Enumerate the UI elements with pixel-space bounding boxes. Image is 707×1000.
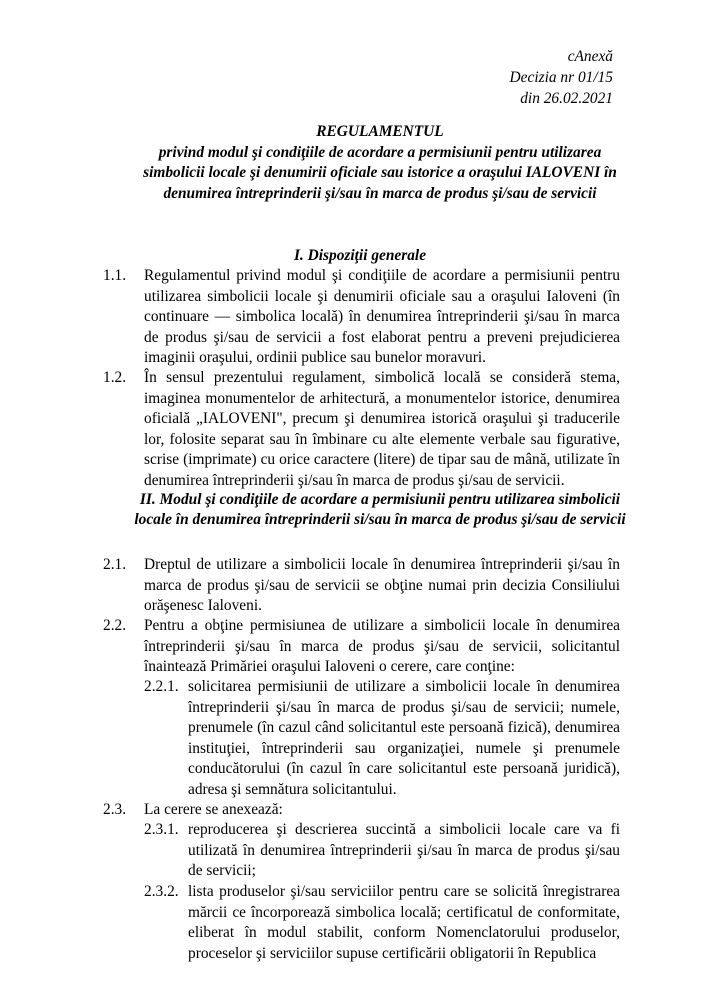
subitem-number: 2.3.1. xyxy=(144,821,179,838)
subitem-text: lista produselor şi/sau serviciilor pentru care se solicită înregistrarea mărcii ce încorporează simbolica locală; certificatul de conformitate, eliberat în modul stabilit, conform Nomenclatorului produselor, proceselor şi serviciilor supuse certificării obligatorii în Republica xyxy=(188,883,620,962)
item-number: 2.1. xyxy=(103,556,127,573)
title-subtitle: privind modul şi condiţiile de acordare a permisiunii pentru utilizarea simbolicii locale şi denumirii oficiale sau istorice a oraşului IALOVENI în denumirea întreprinderii şi/sau în marca de produs şi/sau de servicii xyxy=(143,143,617,202)
item-text: În sensul prezentului regulament, simbolică locală se consideră stema, imaginea monumentelor de arhitectură, a monumentelor istorice, denumirea oficială „IALOVENI", precum şi denumirea istorică oraşului şi traducerile lor, folosite separat sau în îmbinare cu alte elemente verbale sau figurative, scrise (imprimate) cu orice caractere (litere) de tipar sau de mână, utilizate în denumirea întreprinderii şi/sau în marca de produs şi/sau de servicii. xyxy=(144,369,620,489)
decision-date: din 26.02.2021 xyxy=(520,90,613,107)
item-number: 2.2. xyxy=(103,617,127,634)
annex-label: cAnexă xyxy=(567,48,613,65)
subitem-number: 2.3.2. xyxy=(144,883,179,900)
section-1-heading: I. Dispoziţii generale xyxy=(293,247,427,264)
item-number: 1.1. xyxy=(103,267,127,284)
item-text: Dreptul de utilizare a simbolicii locale în denumirea întreprinderii şi/sau în marca de produs şi/sau de servicii se obţine numai prin decizia Consiliului orăşenesc Ialoveni. xyxy=(144,556,620,614)
item-text: Regulamentul privind modul şi condiţiile de acordare a permisiunii pentru utilizarea simbolicii locale şi denumirii oficiale sau a oraşului Ialoveni (în continuare — simbolica locală) în denumirea întreprinderii şi/sau în marca de produs şi/sau de servicii a fost elaborat pentru a preveni prejudicierea imaginii oraşului, ordinii publice sau bunelor moravuri. xyxy=(144,267,620,366)
title-heading: REGULAMENTUL xyxy=(316,123,444,140)
item-text: La cerere se anexează: xyxy=(144,801,283,818)
section-2-heading: II. Modul şi condiţiile de acordare a permisiunii pentru utilizarea simbolicii locale în denumirea întreprinderii si/sau în marca de produs şi/sau de servicii xyxy=(134,491,626,529)
annex-header xyxy=(510,46,613,109)
subitem-text: reproducerea şi descrierea succintă a simbolicii locale care va fi utilizată în denumirea întreprinderii şi/sau în marca de produs şi/sau de servicii; xyxy=(188,821,620,879)
subitem-text: solicitarea permisiunii de utilizare a simbolicii locale în denumirea întreprinderii şi/sau în marca de produs şi/sau de servicii; numele, prenumele (în cazul când solicitantul este persoană fizică), denumirea instituţiei, întreprinderii sau organizaţiei, numele şi prenumele conducătorului (în cazul în care solicitantul este persoană juridică), adresa şi semnătura solicitantului. xyxy=(188,678,620,798)
document-title xyxy=(140,122,620,204)
item-number: 1.2. xyxy=(103,369,127,386)
item-text: Pentru a obţine permisiunea de utilizare a simbolicii locale în denumirea întreprinderii şi/sau în marca de produs şi/sau de servicii, solicitantul înaintează Primăriei oraşului Ialoveni o cerere, care conţine: xyxy=(144,617,620,675)
item-number: 2.3. xyxy=(103,801,127,818)
decision-number: Decizia nr 01/15 xyxy=(509,69,613,86)
subitem-number: 2.2.1. xyxy=(144,678,179,695)
